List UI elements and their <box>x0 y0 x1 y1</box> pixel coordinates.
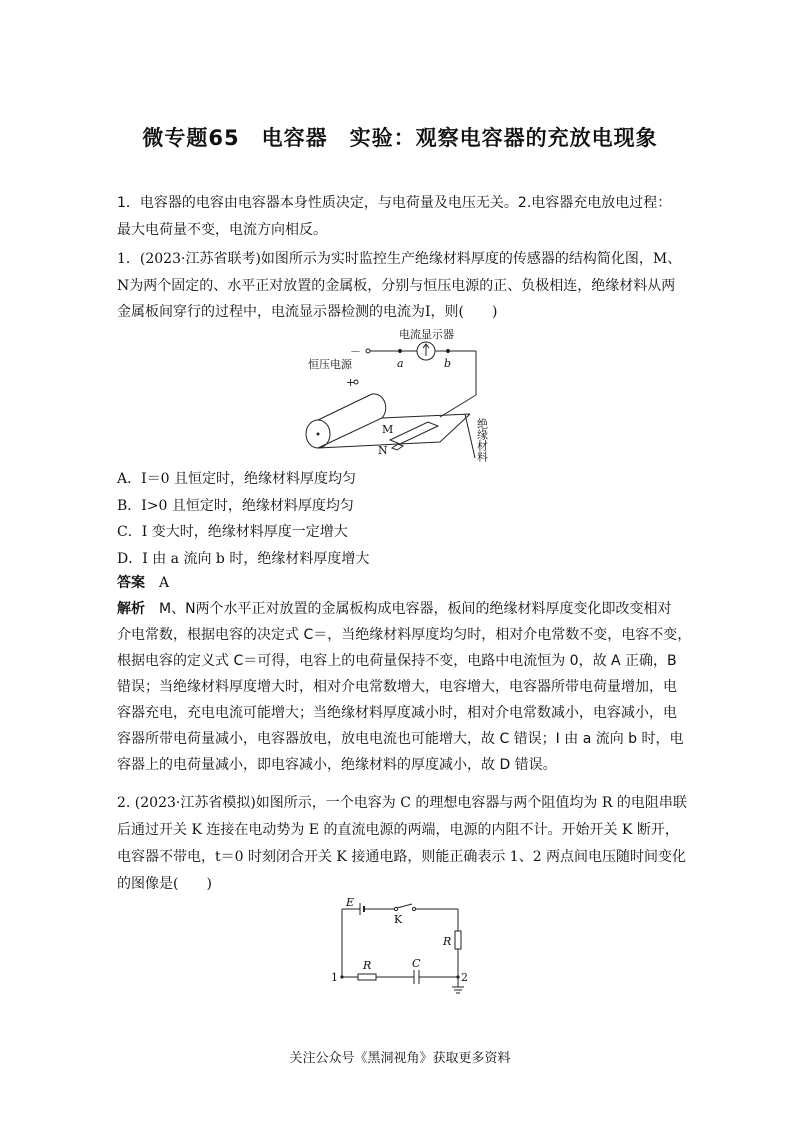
node-a-label: a <box>397 357 404 370</box>
option-b: B．I>0 且恒定时，绝缘材料厚度均匀 <box>117 497 354 514</box>
option-a: A．I＝0 且恒定时，绝缘材料厚度均匀 <box>117 471 356 487</box>
question-line: 金属板间穿行的过程中，电流显示器检测的电流为I，则( ) <box>117 304 498 320</box>
rc-circuit-figure <box>328 893 478 998</box>
voltage-source-label: 恒压电源 <box>308 358 352 371</box>
summary-line: 1．电容器的电容由电容器本身性质决定，与电荷量及电压无关。2.电容器充电放电过程： <box>117 195 672 211</box>
question-2-stem <box>117 790 689 898</box>
resistor-bottom-label: R <box>363 959 372 972</box>
switch-k-label: K <box>394 913 403 926</box>
analysis-line: 介电常数，根据电容的决定式 C＝，当绝缘材料厚度均匀时，相对介电常数不变，电容不变， <box>117 627 692 643</box>
capacitor-label: C <box>412 957 421 970</box>
analysis-line: 根据电容的定义式 C＝可得，电容上的电荷量保持不变，电路中电流恒为 0，故 A 正确，B <box>117 653 677 669</box>
plate-m-label: M <box>382 423 394 436</box>
resistor-right-label: R <box>443 935 452 948</box>
question-1-stem <box>117 246 689 326</box>
option-c: C．I 变大时，绝缘材料厚度一定增大 <box>117 524 348 540</box>
question-line: 2. (2023·江苏省模拟)如图所示，一个电容为 C 的理想电容器与两个阻值均为 R 的电阻串联 <box>117 795 687 811</box>
node-2-label: 2 <box>461 971 468 984</box>
question-line: 电容器不带电，t＝0 时刻闭合开关 K 接通电路，则能正确表示 1、2 两点间电压随时间变化 <box>117 849 687 865</box>
answer-label: 答案 <box>117 575 145 591</box>
plate-n-label: N <box>378 444 388 457</box>
question-line: 后通过开关 K 连接在电动势为 E 的直流电源的两端，电源的内阻不计。开始开关 K 断开， <box>117 822 679 838</box>
analysis-line: M、N两个水平正对放置的金属板构成电容器，板间的绝缘材料厚度变化即改变相对 <box>159 601 672 617</box>
sensor-structure-figure <box>290 322 510 462</box>
answer-value: A <box>159 575 170 591</box>
insulating-material-label: 绝缘材料 <box>475 418 489 462</box>
key-points-summary <box>117 190 689 243</box>
question-line: N为两个固定的、水平正对放置的金属板，分别与恒压电源的正、负极相连，绝缘材料从两 <box>117 277 676 294</box>
analysis-line: 容器上的电荷量减小，即电容减小，绝缘材料的厚度减小，故 D 错误。 <box>117 757 557 773</box>
summary-line: 最大电荷量不变，电流方向相反。 <box>117 221 327 238</box>
question-line: 1．(2023·江苏省联考)如图所示为实时监控生产绝缘材料厚度的传感器的结构简化图，M、 <box>117 251 682 267</box>
node-1-label: 1 <box>331 971 338 984</box>
ammeter-label: 电流显示器 <box>399 328 454 341</box>
page-title: 微专题65 电容器 实验：观察电容器的充放电现象 <box>142 126 658 150</box>
analysis-line: 错误；当绝缘材料厚度增大时，相对介电常数增大，电容增大，电容器所带电荷量增加，电 <box>117 679 677 695</box>
emf-label: E <box>346 896 355 909</box>
page-footer: 关注公众号《黑洞视角》获取更多资料 <box>289 1051 511 1066</box>
analysis-block <box>117 596 692 778</box>
option-d: D．I 由 a 流向 b 时，绝缘材料厚度增大 <box>117 550 370 567</box>
analysis-label: 解析 <box>117 601 145 617</box>
node-b-label: b <box>444 357 452 370</box>
analysis-line: 容器充电，充电电流可能增大；当绝缘材料厚度减小时，相对介电常数减小，电容减小，电 <box>117 705 677 721</box>
answer-row <box>117 570 689 597</box>
minus-terminal-label: － <box>350 345 361 358</box>
question-1-options <box>117 466 689 572</box>
analysis-line: 容器所带电荷量减小，电容器放电，放电电流也可能增大，故 C 错误；I 由 a 流向 b 时，电 <box>117 731 684 747</box>
question-line: 的图像是( ) <box>117 876 212 892</box>
plus-terminal-label: + <box>346 376 356 389</box>
